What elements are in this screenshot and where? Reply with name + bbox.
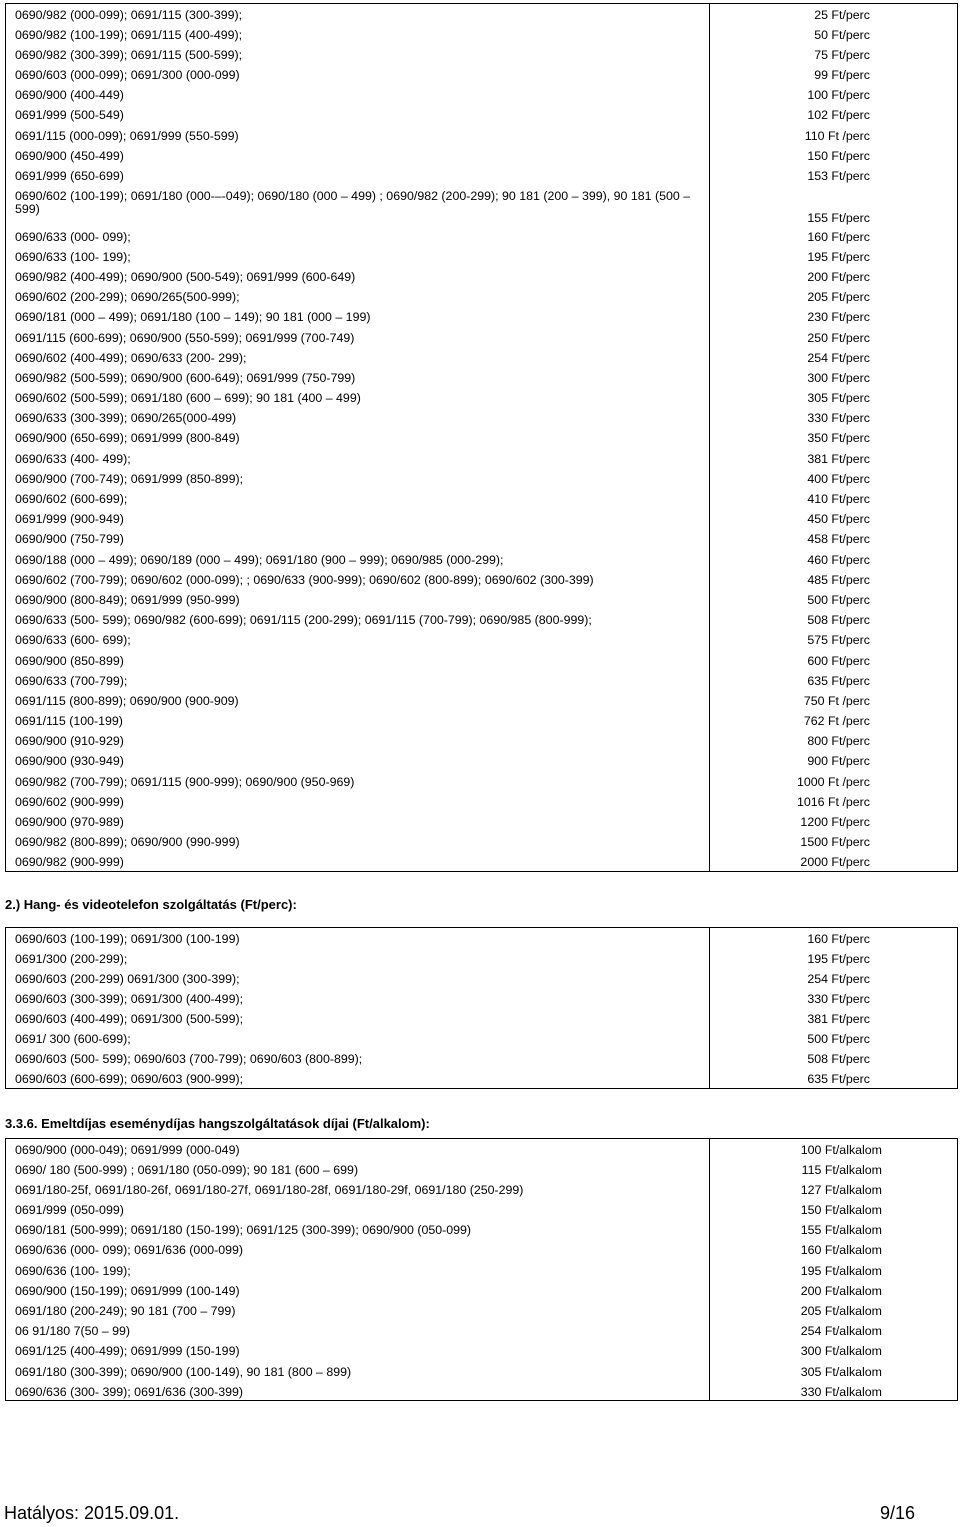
price-value: 500 Ft/perc <box>807 592 870 607</box>
price-cell <box>710 1139 958 1159</box>
price-cell <box>710 1381 958 1401</box>
table-row <box>6 1361 958 1381</box>
table-row <box>6 1179 958 1199</box>
price-value: 600 Ft/perc <box>807 653 870 668</box>
number-range-cell: 0690/181 (500-999); 0691/180 (150-199); 0691/125 (300-399); 0690/900 (050-099) <box>6 1219 710 1239</box>
rate-table-video <box>5 927 958 1089</box>
price-cell <box>710 1028 958 1048</box>
price-cell <box>710 1199 958 1219</box>
price-cell <box>710 226 958 246</box>
number-range-cell: 0690/900 (750-799) <box>6 528 710 548</box>
price-value: 254 Ft/perc <box>807 350 870 365</box>
number-range-cell: 0690/982 (000-099); 0691/115 (300-399); <box>6 4 710 24</box>
price-value: 305 Ft/alkalom <box>800 1364 882 1379</box>
price-value: 205 Ft/perc <box>807 290 870 305</box>
number-range-cell: 0690/188 (000 – 499); 0690/189 (000 – 499); 0691/180 (900 – 999); 0690/985 (000-299); <box>6 549 710 569</box>
table-row <box>6 1381 958 1401</box>
price-cell <box>710 948 958 968</box>
number-range-cell: 0690/603 (600-699); 0690/603 (900-999); <box>6 1068 710 1088</box>
price-value: 460 Ft/perc <box>807 552 870 567</box>
price-value: 508 Ft/perc <box>807 613 870 628</box>
number-range-cell: 0690/900 (000-049); 0691/999 (000-049) <box>6 1139 710 1159</box>
price-value: 155 Ft/alkalom <box>800 1223 882 1238</box>
number-range-cell: 0690/603 (400-499); 0691/300 (500-599); <box>6 1008 710 1028</box>
number-range-cell: 0691/999 (050-099) <box>6 1199 710 1219</box>
price-value: 900 Ft/perc <box>807 754 870 769</box>
price-cell <box>710 306 958 326</box>
price-cell <box>710 64 958 84</box>
price-value: 155 Ft/perc <box>807 211 870 226</box>
price-cell <box>710 185 958 225</box>
price-cell <box>710 1260 958 1280</box>
number-range-cell: 0690/602 (700-799); 0690/602 (000-099); ; 0690/633 (900-999); 0690/602 (800-899); 0690/602 (300-399) <box>6 569 710 589</box>
footer-effective-date: Hatályos: 2015.09.01. <box>4 1503 180 1523</box>
table-row <box>6 84 958 104</box>
price-cell <box>710 165 958 185</box>
price-cell <box>710 246 958 266</box>
price-cell <box>710 1280 958 1300</box>
price-value: 250 Ft/perc <box>807 330 870 345</box>
price-value: 230 Ft/perc <box>807 310 870 325</box>
table-row <box>6 1048 958 1068</box>
price-cell <box>710 448 958 468</box>
number-range-cell: 0690/900 (930-949) <box>6 750 710 770</box>
table-row <box>6 145 958 165</box>
number-range-cell: 0691/999 (500-549) <box>6 104 710 124</box>
number-range-cell: 0691/180-25f, 0691/180-26f, 0691/180-27f, 0691/180-28f, 0691/180-29f, 0691/180 (250-299) <box>6 1179 710 1199</box>
number-range-cell: 0690/603 (500- 599); 0690/603 (700-799); 0690/603 (800-899); <box>6 1048 710 1068</box>
price-value: 100 Ft/alkalom <box>800 1143 882 1157</box>
table-row <box>6 185 958 225</box>
table-row <box>6 629 958 649</box>
section-heading-video: 2.) Hang- és videotelefon szolgáltatás (Ft/perc): <box>5 897 297 912</box>
number-range-cell: 0690/900 (800-849); 0691/999 (950-999) <box>6 589 710 609</box>
price-value: 508 Ft/perc <box>807 1052 870 1067</box>
price-value: 100 Ft/perc <box>807 88 870 103</box>
price-value: 25 Ft/perc <box>814 8 870 22</box>
number-range-cell: 0690/982 (500-599); 0690/900 (600-649); 0691/999 (750-799) <box>6 367 710 387</box>
price-value: 635 Ft/perc <box>807 673 870 688</box>
table-row <box>6 1260 958 1280</box>
table-row <box>6 750 958 770</box>
price-value: 115 Ft/alkalom <box>801 1162 882 1177</box>
number-range-cell: 0691/115 (100-199) <box>6 710 710 730</box>
price-cell <box>710 968 958 988</box>
price-cell <box>710 1008 958 1028</box>
rate-table-perc <box>5 3 958 872</box>
price-value: 330 Ft/alkalom <box>800 1384 882 1399</box>
table-row <box>6 771 958 791</box>
price-cell <box>710 1179 958 1199</box>
table-row <box>6 468 958 488</box>
price-value: 2000 Ft/perc <box>800 855 870 870</box>
table-row <box>6 791 958 811</box>
price-cell <box>710 629 958 649</box>
number-range-cell: 0691/115 (800-899); 0690/900 (900-909) <box>6 690 710 710</box>
price-value: 750 Ft /perc <box>803 693 870 708</box>
table-row <box>6 670 958 690</box>
price-cell <box>710 1340 958 1360</box>
price-value: 160 Ft/alkalom <box>800 1243 882 1258</box>
price-cell <box>710 266 958 286</box>
price-cell <box>710 468 958 488</box>
number-range-cell: 0690/982 (100-199); 0691/115 (400-499); <box>6 24 710 44</box>
number-range-cell: 06 91/180 7(50 – 99) <box>6 1320 710 1340</box>
table-row <box>6 811 958 831</box>
table-row <box>6 1219 958 1239</box>
table-row <box>6 387 958 407</box>
table-row <box>6 549 958 569</box>
table-row <box>6 831 958 851</box>
price-value: 635 Ft/perc <box>807 1072 870 1087</box>
table-row <box>6 286 958 306</box>
table-row <box>6 407 958 427</box>
table-row <box>6 1068 958 1088</box>
price-cell <box>710 1048 958 1068</box>
number-range-cell: 0690/900 (970-989) <box>6 811 710 831</box>
price-cell <box>710 327 958 347</box>
price-value: 150 Ft/alkalom <box>800 1203 882 1218</box>
table-row <box>6 226 958 246</box>
price-cell <box>710 387 958 407</box>
table-row <box>6 246 958 266</box>
price-value: 330 Ft/perc <box>807 411 870 426</box>
price-value: 160 Ft/perc <box>807 229 870 244</box>
table-row <box>6 1008 958 1028</box>
table-row <box>6 64 958 84</box>
table-row <box>6 104 958 124</box>
number-range-cell: 0690/603 (200-299) 0691/300 (300-399); <box>6 968 710 988</box>
price-cell <box>710 569 958 589</box>
number-range-cell: 0690/982 (800-899); 0690/900 (990-999) <box>6 831 710 851</box>
price-cell <box>710 589 958 609</box>
number-range-cell: 0690/602 (500-599); 0691/180 (600 – 699); 90 181 (400 – 499) <box>6 387 710 407</box>
number-range-cell: 0691/180 (200-249); 90 181 (700 – 799) <box>6 1300 710 1320</box>
number-range-cell: 0691/ 300 (600-699); <box>6 1028 710 1048</box>
table-row <box>6 589 958 609</box>
price-value: 381 Ft/perc <box>807 451 870 466</box>
rate-table-alkalom <box>5 1138 958 1401</box>
number-range-cell: 0690/633 (400- 499); <box>6 448 710 468</box>
number-range-cell: 0690/633 (100- 199); <box>6 246 710 266</box>
number-range-cell: 0690/633 (000- 099); <box>6 226 710 246</box>
price-cell <box>710 730 958 750</box>
table-row <box>6 650 958 670</box>
number-range-cell: 0690/982 (700-799); 0691/115 (900-999); 0690/900 (950-969) <box>6 771 710 791</box>
price-cell <box>710 609 958 629</box>
price-cell <box>710 407 958 427</box>
price-value: 381 Ft/perc <box>807 1011 870 1026</box>
table-row <box>6 1028 958 1048</box>
number-range-cell: 0690/900 (910-929) <box>6 730 710 750</box>
number-range-cell: 0690/900 (400-449) <box>6 84 710 104</box>
number-range-cell: 0690/633 (300-399); 0690/265(000-499) <box>6 407 710 427</box>
number-range-cell: 0691/125 (400-499); 0691/999 (150-199) <box>6 1340 710 1360</box>
number-range-cell: 0690/636 (000- 099); 0691/636 (000-099) <box>6 1239 710 1259</box>
price-value: 110 Ft /perc <box>804 128 870 143</box>
number-range-cell: 0691/180 (300-399); 0690/900 (100-149), 90 181 (800 – 899) <box>6 1361 710 1381</box>
price-cell <box>710 549 958 569</box>
price-cell <box>710 1320 958 1340</box>
price-value: 1200 Ft/perc <box>800 815 870 830</box>
price-value: 1000 Ft /perc <box>796 774 870 789</box>
price-value: 410 Ft/perc <box>807 492 870 507</box>
table-row <box>6 569 958 589</box>
price-value: 99 Ft/perc <box>814 68 870 83</box>
number-range-cell: 0690/636 (300- 399); 0691/636 (300-399) <box>6 1381 710 1401</box>
price-cell <box>710 1239 958 1259</box>
number-range-cell: 0690/603 (000-099); 0691/300 (000-099) <box>6 64 710 84</box>
number-range-cell: 0690/982 (300-399); 0691/115 (500-599); <box>6 44 710 64</box>
price-value: 200 Ft/perc <box>807 269 870 284</box>
table-row <box>6 1139 958 1159</box>
price-value: 205 Ft/alkalom <box>800 1304 882 1318</box>
price-value: 300 Ft/alkalom <box>800 1344 882 1359</box>
number-range-cell: 0691/999 (900-949) <box>6 508 710 528</box>
price-value: 160 Ft/perc <box>807 932 870 946</box>
number-range-cell: 0690/982 (400-499); 0690/900 (500-549); 0691/999 (600-649) <box>6 266 710 286</box>
number-range-cell: 0690/633 (700-799); <box>6 670 710 690</box>
price-value: 254 Ft/perc <box>807 971 870 986</box>
table-row <box>6 266 958 286</box>
table-row <box>6 347 958 367</box>
table-row <box>6 1199 958 1219</box>
table-row <box>6 1320 958 1340</box>
price-cell <box>710 125 958 145</box>
price-cell <box>710 1159 958 1179</box>
number-range-cell: 0690/603 (300-399); 0691/300 (400-499); <box>6 988 710 1008</box>
price-cell <box>710 4 958 24</box>
price-cell <box>710 84 958 104</box>
price-cell <box>710 104 958 124</box>
table-row <box>6 165 958 185</box>
price-cell <box>710 286 958 306</box>
number-range-cell: 0690/900 (650-699); 0691/999 (800-849) <box>6 427 710 447</box>
price-value: 1016 Ft /perc <box>796 794 870 809</box>
price-cell <box>710 771 958 791</box>
table-row <box>6 4 958 24</box>
price-cell <box>710 1361 958 1381</box>
price-cell <box>710 347 958 367</box>
price-cell <box>710 427 958 447</box>
table-row <box>6 988 958 1008</box>
price-value: 153 Ft/perc <box>807 169 870 183</box>
price-value: 400 Ft/perc <box>807 471 870 486</box>
table-row <box>6 448 958 468</box>
price-cell <box>710 367 958 387</box>
number-range-cell: 0690/602 (600-699); <box>6 488 710 508</box>
price-value: 50 Ft/perc <box>814 27 870 42</box>
table-row <box>6 1340 958 1360</box>
price-value: 195 Ft/perc <box>807 951 870 966</box>
table-row <box>6 24 958 44</box>
table-row <box>6 851 958 871</box>
price-cell <box>710 928 958 948</box>
table-row <box>6 710 958 730</box>
price-value: 450 Ft/perc <box>807 512 870 527</box>
footer-page-number: 9/16 <box>879 1503 915 1523</box>
table-row <box>6 1159 958 1179</box>
price-value: 500 Ft/perc <box>807 1031 870 1046</box>
number-range-cell: 0690/633 (500- 599); 0690/982 (600-699); 0691/115 (200-299); 0691/115 (700-799); 0690/985 (800-999); <box>6 609 710 629</box>
price-cell <box>710 488 958 508</box>
table-row <box>6 427 958 447</box>
price-value: 305 Ft/perc <box>807 391 870 406</box>
price-value: 330 Ft/perc <box>807 991 870 1006</box>
price-value: 485 Ft/perc <box>807 572 870 587</box>
price-value: 200 Ft/alkalom <box>800 1283 882 1298</box>
section-heading-event: 3.3.6. Emeltdíjas eseménydíjas hangszolgáltatások díjai (Ft/alkalom): <box>5 1116 430 1131</box>
table-row <box>6 1300 958 1320</box>
price-cell <box>710 650 958 670</box>
price-value: 195 Ft/perc <box>807 249 870 264</box>
table-row <box>6 690 958 710</box>
price-cell <box>710 670 958 690</box>
price-cell <box>710 44 958 64</box>
price-value: 127 Ft/alkalom <box>800 1182 882 1197</box>
number-range-cell: 0690/900 (450-499) <box>6 145 710 165</box>
table-row <box>6 928 958 948</box>
price-value: 575 Ft/perc <box>807 633 870 648</box>
number-range-cell: 0690/982 (900-999) <box>6 851 710 871</box>
table-row <box>6 1280 958 1300</box>
price-cell <box>710 831 958 851</box>
table-row <box>6 1239 958 1259</box>
price-cell <box>710 710 958 730</box>
number-range-cell: 0690/ 180 (500-999) ; 0691/180 (050-099); 90 181 (600 – 699) <box>6 1159 710 1179</box>
number-range-cell: 0691/115 (000-099); 0691/999 (550-599) <box>6 125 710 145</box>
table-row <box>6 327 958 347</box>
price-cell <box>710 988 958 1008</box>
number-range-cell: 0690/603 (100-199); 0691/300 (100-199) <box>6 928 710 948</box>
price-cell <box>710 750 958 770</box>
number-range-cell: 0690/900 (150-199); 0691/999 (100-149) <box>6 1280 710 1300</box>
number-range-cell: 0690/602 (400-499); 0690/633 (200- 299); <box>6 347 710 367</box>
table-row <box>6 488 958 508</box>
price-cell <box>710 1300 958 1320</box>
number-range-cell: 0691/115 (600-699); 0690/900 (550-599); 0691/999 (700-749) <box>6 327 710 347</box>
price-value: 800 Ft/perc <box>807 734 870 749</box>
price-cell <box>710 1068 958 1088</box>
table-row <box>6 968 958 988</box>
price-cell <box>710 811 958 831</box>
price-value: 150 Ft/perc <box>807 148 870 163</box>
price-value: 75 Ft/perc <box>814 47 870 62</box>
price-cell <box>710 690 958 710</box>
table-row <box>6 367 958 387</box>
price-value: 458 Ft/perc <box>807 532 870 547</box>
table-row <box>6 730 958 750</box>
number-range-cell: 0690/181 (000 – 499); 0691/180 (100 – 149); 90 181 (000 – 199) <box>6 306 710 326</box>
price-cell <box>710 851 958 871</box>
number-range-cell: 0690/602 (900-999) <box>6 791 710 811</box>
table-row <box>6 125 958 145</box>
price-value: 195 Ft/alkalom <box>800 1263 882 1278</box>
price-value: 102 Ft/perc <box>807 108 870 123</box>
number-range-cell: 0691/999 (650-699) <box>6 165 710 185</box>
price-value: 350 Ft/perc <box>807 431 870 446</box>
table-row <box>6 948 958 968</box>
number-range-cell: 0690/900 (700-749); 0691/999 (850-899); <box>6 468 710 488</box>
price-value: 300 Ft/perc <box>807 370 870 385</box>
price-cell <box>710 1219 958 1239</box>
price-value: 1500 Ft/perc <box>800 835 870 850</box>
price-cell <box>710 24 958 44</box>
price-cell <box>710 145 958 165</box>
table-row <box>6 609 958 629</box>
price-cell <box>710 791 958 811</box>
table-row <box>6 528 958 548</box>
table-row <box>6 306 958 326</box>
number-range-cell: 0690/900 (850-899) <box>6 650 710 670</box>
number-range-cell: 0690/602 (200-299); 0690/265(500-999); <box>6 286 710 306</box>
number-range-cell: 0691/300 (200-299); <box>6 948 710 968</box>
number-range-cell: 0690/633 (600- 699); <box>6 629 710 649</box>
number-range-cell: 0690/636 (100- 199); <box>6 1260 710 1280</box>
price-value: 254 Ft/alkalom <box>800 1324 882 1339</box>
number-range-cell: 0690/602 (100-199); 0691/180 (000-–-049); 0690/180 (000 – 499) ; 0690/982 (200-299); 90 181 (200 – 399), 90 181 (500 – 599) <box>6 185 710 225</box>
price-cell <box>710 528 958 548</box>
price-value: 762 Ft /perc <box>803 714 870 729</box>
price-cell <box>710 508 958 528</box>
table-row <box>6 508 958 528</box>
table-row <box>6 44 958 64</box>
